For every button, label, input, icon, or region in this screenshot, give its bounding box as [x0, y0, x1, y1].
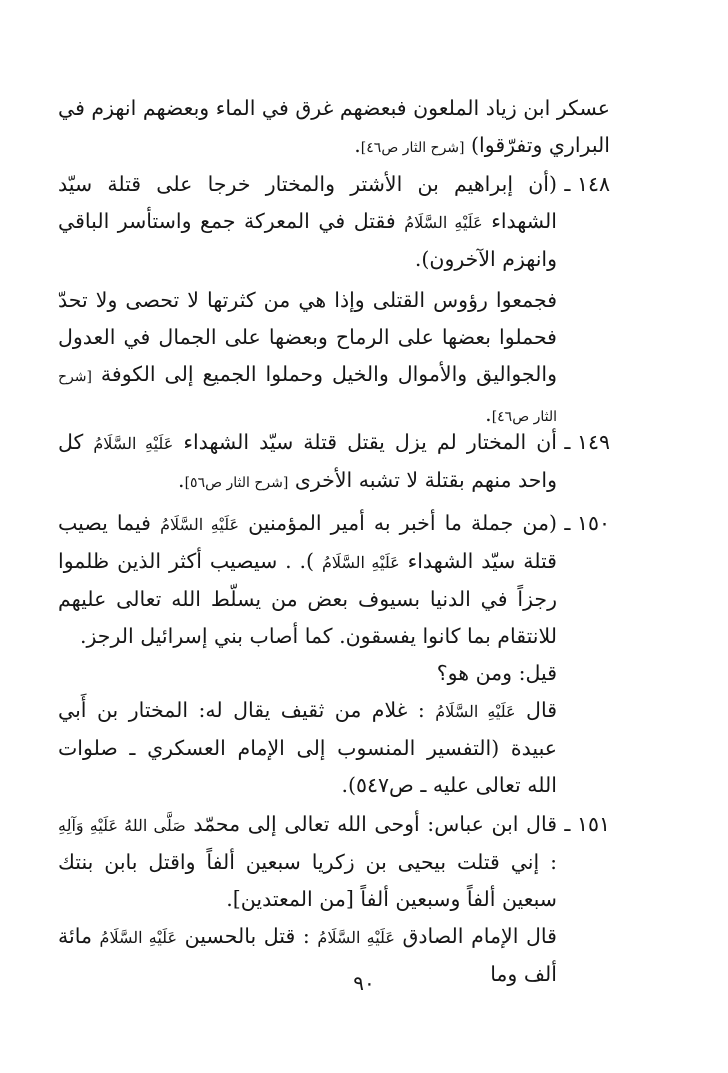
entry-150-question: قيل: ومن هو؟: [436, 661, 557, 685]
honorific-glyph: عَلَيْهِ السَّلَامُ: [93, 434, 174, 453]
honorific-glyph: عَلَيْهِ السَّلَامُ: [435, 702, 516, 721]
entry-number-150: ١٥٠ ـ: [564, 511, 610, 535]
entry-148: (أن إبراهيم بن الأشتر والمختار خرجا على قتلة سيّد الشهداء عَلَيْهِ السَّلَامُ فقتل في المعركة جمع واستأسر الباقي وانهزم الآخرون).: [58, 172, 557, 271]
honorific-glyph: عَلَيْهِ السَّلَامُ: [321, 553, 400, 572]
entry-number-151: ١٥١ ـ: [564, 812, 610, 836]
entry-149: أن المختار لم يزل يقتل قتلة سيّد الشهداء عَلَيْهِ السَّلَامُ كل واحد منهم بقتلة لا تشبه الأخرى [شرح الثار ص٥٦].: [58, 430, 557, 492]
honorific-glyph: عَلَيْهِ السَّلَامُ: [404, 213, 483, 232]
page-number: ٩٠: [353, 971, 375, 995]
honorific-glyph: صَلَّى اللهُ عَلَيْهِ وَآلِهِ: [58, 816, 186, 835]
honorific-glyph: عَلَيْهِ السَّلَامُ: [317, 928, 395, 947]
paragraph-intro: عسكر ابن زياد الملعون فبعضهم غرق في الماء وبعضهم انهزم في البراري وتفرّقوا) [شرح الثار ص٤٦].: [58, 96, 610, 157]
entry-150: (من جملة ما أخبر به أمير المؤمنين عَلَيْهِ السَّلَامُ فيما يصيب قتلة سيّد الشهداء عَلَيْهِ السَّلَامُ ). . سيصيب أكثر الذين ظلموا رجزاً في الدنيا بسيوف بعض من يسلّط الله تعالى عليهم للانتقام بما كانوا يفسقون. كما أصاب بني إسرائيل الرجز.: [58, 511, 557, 648]
honorific-glyph: عَلَيْهِ السَّلَامُ: [160, 515, 240, 534]
entry-151-continuation: قال الإمام الصادق عَلَيْهِ السَّلَامُ : قتل بالحسين عَلَيْهِ السَّلَامُ مائة ألف وما: [58, 924, 557, 986]
source-citation: [شرح الثار ص٤٦]: [58, 369, 557, 425]
entry-151: قال ابن عباس: أوحى الله تعالى إلى محمّد صَلَّى اللهُ عَلَيْهِ وَآلِهِ : إني قتلت بيحيى بن زكريا سبعين ألفاً واقتل بابن بنتك سبعين ألفاً وسبعين ألفاً [من المعتدين].: [58, 812, 557, 911]
source-citation: [شرح الثار ص٥٦]: [184, 475, 289, 491]
entry-148-continuation: فجمعوا رؤوس القتلى وإذا هي من كثرتها لا تحصى ولا تحدّ فحملوا بعضها على الرماح وبعضها على الجمال في العدول والجواليق والأموال والخيل وحملوا الجميع إلى الكوفة [شرح الثار ص٤٦].: [58, 288, 557, 426]
entry-number-148: ١٤٨ ـ: [564, 172, 610, 196]
source-citation: [شرح الثار ص٤٦]: [360, 140, 465, 156]
entry-150-answer: قال عَلَيْهِ السَّلَامُ : غلام من ثقيف يقال له: المختار بن أَبي عبيدة (التفسير المنسوب إلى الإمام العسكري ـ صلوات الله تعالى عليه ـ ص٥٤٧).: [58, 698, 557, 797]
entry-number-149: ١٤٩ ـ: [564, 430, 610, 454]
honorific-glyph: عَلَيْهِ السَّلَامُ: [99, 928, 178, 947]
